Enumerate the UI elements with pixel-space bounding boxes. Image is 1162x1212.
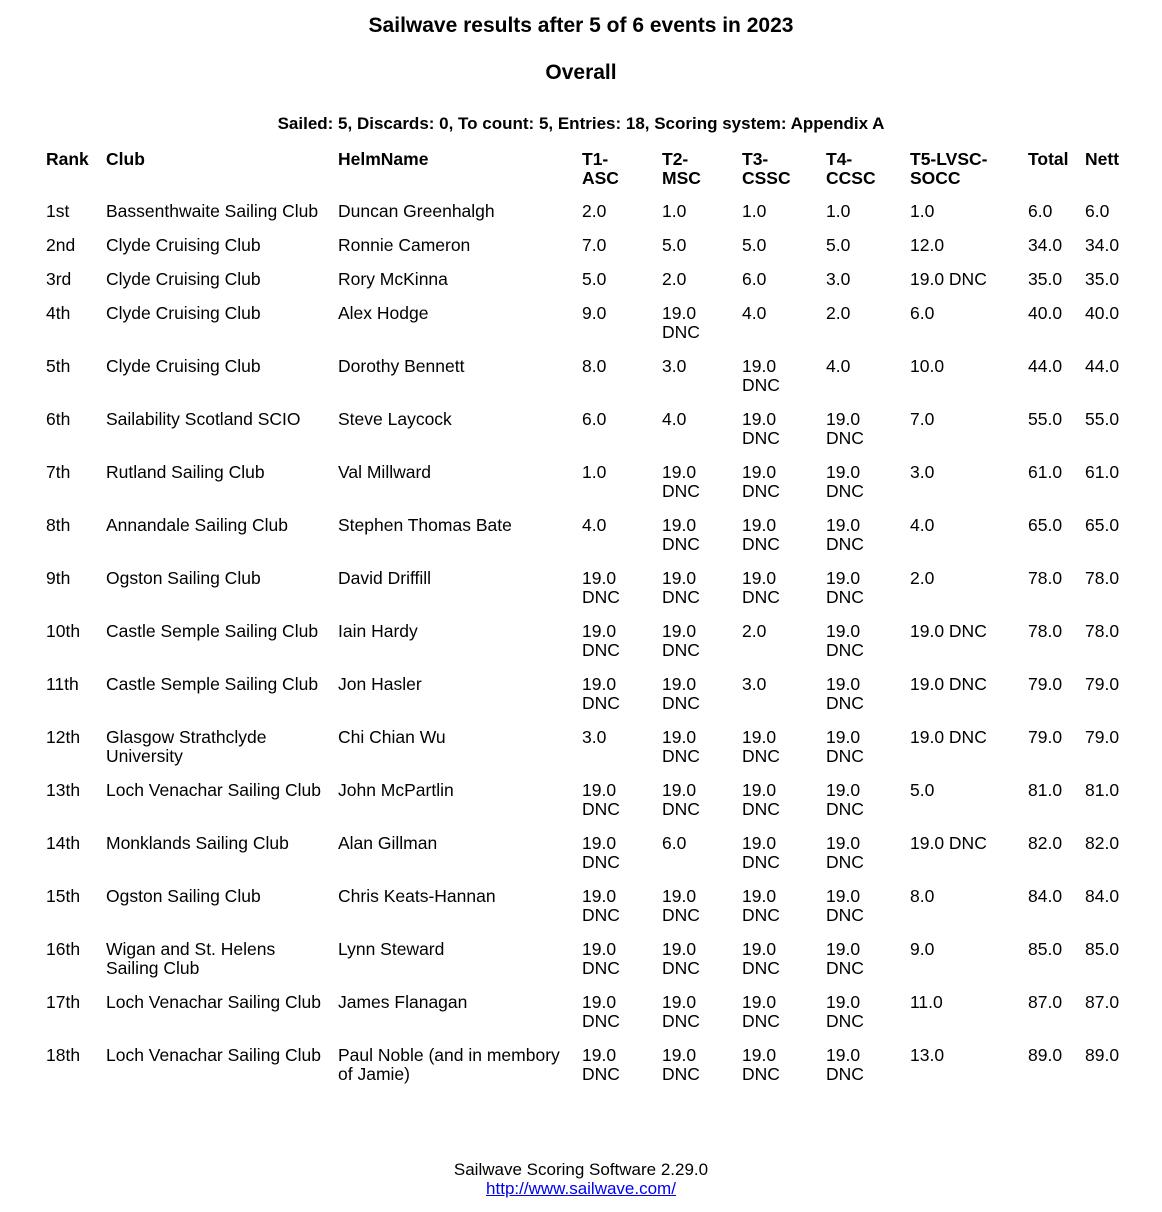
results-body xyxy=(38,202,1127,1099)
cell-total: 40.0 xyxy=(1028,303,1063,323)
header-race-1: T1- ASC xyxy=(582,149,619,188)
cell-race-4: 19.0 DNC xyxy=(826,939,864,978)
cell-club: Sailability Scotland SCIO xyxy=(106,409,301,429)
cell-helmname: Iain Hardy xyxy=(338,621,418,641)
cell-race-4: 19.0 DNC xyxy=(826,515,864,554)
cell-race-3: 3.0 xyxy=(742,674,767,694)
cell-club: Glasgow Strathclyde University xyxy=(106,727,267,766)
cell-race-4: 1.0 xyxy=(826,201,851,221)
cell-nett: 6.0 xyxy=(1085,201,1110,221)
cell-race-5: 8.0 xyxy=(910,886,935,906)
cell-club: Clyde Cruising Club xyxy=(106,269,261,289)
cell-club: Annandale Sailing Club xyxy=(106,515,288,535)
cell-race-4: 19.0 DNC xyxy=(826,409,864,448)
cell-rank: 7th xyxy=(46,462,71,482)
cell-club: Wigan and St. Helens Sailing Club xyxy=(106,939,276,978)
cell-helmname: Steve Laycock xyxy=(338,409,452,429)
cell-race-2: 19.0 DNC xyxy=(662,515,700,554)
cell-race-5: 4.0 xyxy=(910,515,935,535)
cell-club: Castle Semple Sailing Club xyxy=(106,674,319,694)
cell-race-1: 19.0 DNC xyxy=(582,992,620,1031)
cell-race-2: 2.0 xyxy=(662,269,687,289)
cell-race-4: 2.0 xyxy=(826,303,851,323)
cell-race-5: 3.0 xyxy=(910,462,935,482)
cell-race-4: 19.0 DNC xyxy=(826,1045,864,1084)
header-race-2: T2- MSC xyxy=(662,149,701,188)
cell-race-1: 5.0 xyxy=(582,269,607,289)
cell-helmname: Ronnie Cameron xyxy=(338,235,471,255)
cell-race-4: 19.0 DNC xyxy=(826,886,864,925)
cell-rank: 13th xyxy=(46,780,81,800)
series-summary: Sailed: 5, Discards: 0, To count: 5, Entries: 18, Scoring system: Appendix A xyxy=(277,114,885,133)
cell-nett: 81.0 xyxy=(1085,780,1120,800)
table-row xyxy=(38,940,1127,993)
cell-race-3: 19.0 DNC xyxy=(742,568,780,607)
cell-race-5: 11.0 xyxy=(910,992,943,1012)
cell-club: Loch Venachar Sailing Club xyxy=(106,1045,322,1065)
header-rank: Rank xyxy=(46,149,89,169)
cell-race-4: 19.0 DNC xyxy=(826,780,864,819)
cell-rank: 4th xyxy=(46,303,71,323)
header-race-3: T3- CSSC xyxy=(742,149,791,188)
cell-helmname: Paul Noble (and in membory of Jamie) xyxy=(338,1045,560,1084)
cell-race-5: 19.0 DNC xyxy=(910,674,987,694)
cell-club: Loch Venachar Sailing Club xyxy=(106,992,322,1012)
page-title: Sailwave results after 5 of 6 events in 2023 xyxy=(368,14,794,37)
cell-club: Castle Semple Sailing Club xyxy=(106,621,319,641)
cell-nett: 79.0 xyxy=(1085,727,1120,747)
cell-race-2: 19.0 DNC xyxy=(662,886,700,925)
cell-total: 78.0 xyxy=(1028,568,1063,588)
cell-club: Clyde Cruising Club xyxy=(106,356,261,376)
cell-rank: 2nd xyxy=(46,235,76,255)
cell-race-2: 19.0 DNC xyxy=(662,462,700,501)
cell-race-2: 19.0 DNC xyxy=(662,568,700,607)
cell-rank: 6th xyxy=(46,409,71,429)
cell-race-3: 4.0 xyxy=(742,303,767,323)
cell-total: 35.0 xyxy=(1028,269,1063,289)
cell-club: Rutland Sailing Club xyxy=(106,462,265,482)
cell-race-1: 3.0 xyxy=(582,727,607,747)
cell-helmname: David Driffill xyxy=(338,568,432,588)
cell-total: 78.0 xyxy=(1028,621,1063,641)
cell-rank: 14th xyxy=(46,833,81,853)
cell-total: 6.0 xyxy=(1028,201,1053,221)
cell-nett: 40.0 xyxy=(1085,303,1120,323)
table-row xyxy=(38,236,1127,270)
table-row xyxy=(38,675,1127,728)
cell-helmname: Rory McKinna xyxy=(338,269,448,289)
software-credit: Sailwave Scoring Software 2.29.0 xyxy=(453,1160,709,1179)
cell-race-3: 19.0 DNC xyxy=(742,833,780,872)
cell-nett: 65.0 xyxy=(1085,515,1120,535)
cell-total: 81.0 xyxy=(1028,780,1063,800)
cell-total: 82.0 xyxy=(1028,833,1063,853)
cell-race-3: 2.0 xyxy=(742,621,767,641)
cell-race-3: 19.0 DNC xyxy=(742,886,780,925)
cell-race-5: 2.0 xyxy=(910,568,935,588)
cell-race-3: 19.0 DNC xyxy=(742,409,780,448)
cell-race-5: 13.0 xyxy=(910,1045,945,1065)
cell-race-3: 6.0 xyxy=(742,269,767,289)
table-row xyxy=(38,834,1127,887)
cell-race-4: 3.0 xyxy=(826,269,851,289)
cell-total: 44.0 xyxy=(1028,356,1063,376)
cell-race-5: 19.0 DNC xyxy=(910,269,987,289)
sailwave-link[interactable]: http://www.sailwave.com/ xyxy=(486,1179,676,1198)
cell-race-3: 19.0 DNC xyxy=(742,727,780,766)
cell-race-2: 6.0 xyxy=(662,833,687,853)
cell-helmname: John McPartlin xyxy=(338,780,454,800)
cell-race-1: 2.0 xyxy=(582,201,607,221)
cell-race-5: 19.0 DNC xyxy=(910,833,987,853)
cell-nett: 35.0 xyxy=(1085,269,1120,289)
header-total: Total xyxy=(1028,149,1069,169)
cell-nett: 85.0 xyxy=(1085,939,1120,959)
cell-helmname: Duncan Greenhalgh xyxy=(338,201,495,221)
cell-race-2: 4.0 xyxy=(662,409,687,429)
header-race-5: T5-LVSC- SOCC xyxy=(910,149,988,188)
footer xyxy=(0,1160,1162,1198)
cell-race-1: 19.0 DNC xyxy=(582,674,620,713)
cell-race-1: 7.0 xyxy=(582,235,607,255)
cell-rank: 11th xyxy=(46,674,79,694)
cell-race-5: 12.0 xyxy=(910,235,945,255)
cell-total: 87.0 xyxy=(1028,992,1063,1012)
header-row xyxy=(38,142,1127,202)
cell-total: 61.0 xyxy=(1028,462,1063,482)
cell-race-1: 1.0 xyxy=(582,462,607,482)
cell-club: Ogston Sailing Club xyxy=(106,568,261,588)
cell-race-4: 19.0 DNC xyxy=(826,992,864,1031)
table-row xyxy=(38,202,1127,236)
cell-race-2: 5.0 xyxy=(662,235,687,255)
cell-rank: 1st xyxy=(46,201,70,221)
cell-race-1: 19.0 DNC xyxy=(582,939,620,978)
cell-nett: 55.0 xyxy=(1085,409,1120,429)
table-row xyxy=(38,569,1127,622)
cell-race-3: 19.0 DNC xyxy=(742,939,780,978)
cell-race-2: 19.0 DNC xyxy=(662,1045,700,1084)
cell-helmname: Stephen Thomas Bate xyxy=(338,515,512,535)
cell-rank: 10th xyxy=(46,621,81,641)
cell-race-4: 4.0 xyxy=(826,356,851,376)
cell-nett: 84.0 xyxy=(1085,886,1120,906)
table-row xyxy=(38,270,1127,304)
series-title: Overall xyxy=(545,61,617,84)
cell-nett: 61.0 xyxy=(1085,462,1120,482)
cell-race-3: 5.0 xyxy=(742,235,767,255)
cell-race-2: 1.0 xyxy=(662,201,687,221)
cell-nett: 44.0 xyxy=(1085,356,1120,376)
table-row xyxy=(38,463,1127,516)
cell-race-5: 19.0 DNC xyxy=(910,621,987,641)
cell-race-4: 19.0 DNC xyxy=(826,833,864,872)
cell-nett: 79.0 xyxy=(1085,674,1120,694)
cell-club: Bassenthwaite Sailing Club xyxy=(106,201,319,221)
cell-club: Clyde Cruising Club xyxy=(106,303,261,323)
cell-race-1: 19.0 DNC xyxy=(582,780,620,819)
cell-race-1: 19.0 DNC xyxy=(582,833,620,872)
table-row xyxy=(38,516,1127,569)
cell-race-4: 5.0 xyxy=(826,235,851,255)
cell-race-1: 9.0 xyxy=(582,303,607,323)
cell-total: 84.0 xyxy=(1028,886,1063,906)
cell-total: 65.0 xyxy=(1028,515,1063,535)
cell-club: Loch Venachar Sailing Club xyxy=(106,780,322,800)
cell-race-1: 6.0 xyxy=(582,409,607,429)
cell-helmname: James Flanagan xyxy=(338,992,468,1012)
cell-total: 89.0 xyxy=(1028,1045,1063,1065)
cell-race-2: 19.0 DNC xyxy=(662,939,700,978)
table-row xyxy=(38,993,1127,1046)
table-row xyxy=(38,410,1127,463)
cell-helmname: Chris Keats-Hannan xyxy=(338,886,496,906)
cell-club: Ogston Sailing Club xyxy=(106,886,261,906)
cell-race-5: 7.0 xyxy=(910,409,935,429)
cell-total: 79.0 xyxy=(1028,674,1063,694)
cell-race-3: 19.0 DNC xyxy=(742,1045,780,1084)
cell-race-2: 3.0 xyxy=(662,356,687,376)
cell-rank: 16th xyxy=(46,939,81,959)
cell-race-1: 4.0 xyxy=(582,515,607,535)
header-nett: Nett xyxy=(1085,149,1120,169)
cell-rank: 17th xyxy=(46,992,81,1012)
cell-helmname: Jon Hasler xyxy=(338,674,422,694)
cell-nett: 87.0 xyxy=(1085,992,1120,1012)
cell-helmname: Lynn Steward xyxy=(338,939,445,959)
cell-rank: 9th xyxy=(46,568,71,588)
cell-total: 34.0 xyxy=(1028,235,1063,255)
cell-race-1: 19.0 DNC xyxy=(582,568,620,607)
cell-race-3: 1.0 xyxy=(742,201,767,221)
cell-club: Clyde Cruising Club xyxy=(106,235,261,255)
cell-nett: 34.0 xyxy=(1085,235,1120,255)
cell-race-2: 19.0 DNC xyxy=(662,780,700,819)
cell-nett: 78.0 xyxy=(1085,621,1120,641)
cell-race-2: 19.0 DNC xyxy=(662,992,700,1031)
cell-nett: 78.0 xyxy=(1085,568,1120,588)
cell-race-1: 8.0 xyxy=(582,356,607,376)
header-club: Club xyxy=(106,149,145,169)
cell-total: 55.0 xyxy=(1028,409,1063,429)
cell-nett: 89.0 xyxy=(1085,1045,1120,1065)
cell-helmname: Alan Gillman xyxy=(338,833,438,853)
cell-race-4: 19.0 DNC xyxy=(826,727,864,766)
cell-race-5: 9.0 xyxy=(910,939,935,959)
cell-race-2: 19.0 DNC xyxy=(662,674,700,713)
cell-race-3: 19.0 DNC xyxy=(742,992,780,1031)
table-row xyxy=(38,781,1127,834)
results-table xyxy=(38,142,1127,1099)
cell-race-5: 10.0 xyxy=(910,356,945,376)
cell-helmname: Alex Hodge xyxy=(338,303,429,323)
cell-race-5: 1.0 xyxy=(910,201,935,221)
cell-race-4: 19.0 DNC xyxy=(826,674,864,713)
cell-helmname: Dorothy Bennett xyxy=(338,356,465,376)
cell-race-2: 19.0 DNC xyxy=(662,303,700,342)
cell-race-3: 19.0 DNC xyxy=(742,515,780,554)
table-row xyxy=(38,622,1127,675)
cell-race-1: 19.0 DNC xyxy=(582,621,620,660)
cell-total: 79.0 xyxy=(1028,727,1063,747)
header-race-4: T4- CCSC xyxy=(826,149,876,188)
cell-race-5: 5.0 xyxy=(910,780,935,800)
cell-nett: 82.0 xyxy=(1085,833,1120,853)
cell-race-5: 6.0 xyxy=(910,303,935,323)
cell-race-3: 19.0 DNC xyxy=(742,356,780,395)
cell-rank: 8th xyxy=(46,515,71,535)
table-row xyxy=(38,1046,1127,1099)
cell-helmname: Val Millward xyxy=(338,462,432,482)
cell-total: 85.0 xyxy=(1028,939,1063,959)
table-row xyxy=(38,728,1127,781)
cell-club: Monklands Sailing Club xyxy=(106,833,289,853)
cell-race-3: 19.0 DNC xyxy=(742,780,780,819)
cell-rank: 12th xyxy=(46,727,81,747)
cell-rank: 15th xyxy=(46,886,81,906)
cell-race-1: 19.0 DNC xyxy=(582,886,620,925)
cell-race-4: 19.0 DNC xyxy=(826,568,864,607)
cell-race-5: 19.0 DNC xyxy=(910,727,987,747)
table-row xyxy=(38,304,1127,357)
table-row xyxy=(38,357,1127,410)
cell-rank: 3rd xyxy=(46,269,72,289)
cell-race-1: 19.0 DNC xyxy=(582,1045,620,1084)
cell-rank: 5th xyxy=(46,356,71,376)
cell-race-4: 19.0 DNC xyxy=(826,462,864,501)
cell-race-2: 19.0 DNC xyxy=(662,727,700,766)
cell-race-2: 19.0 DNC xyxy=(662,621,700,660)
cell-race-3: 19.0 DNC xyxy=(742,462,780,501)
header-helmname: HelmName xyxy=(338,149,429,169)
cell-race-4: 19.0 DNC xyxy=(826,621,864,660)
cell-rank: 18th xyxy=(46,1045,81,1065)
table-row xyxy=(38,887,1127,940)
cell-helmname: Chi Chian Wu xyxy=(338,727,446,747)
